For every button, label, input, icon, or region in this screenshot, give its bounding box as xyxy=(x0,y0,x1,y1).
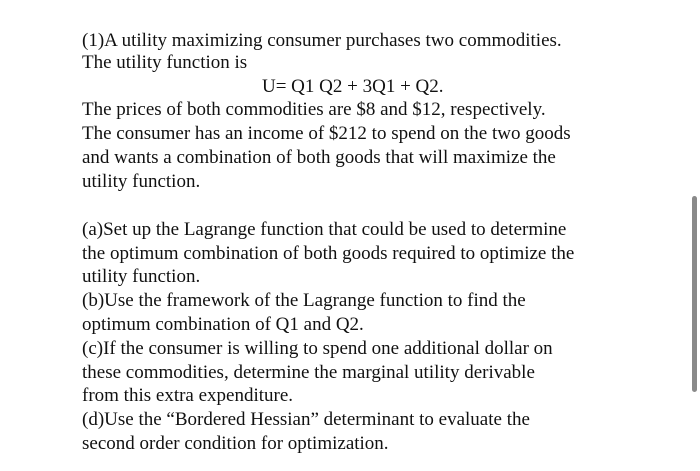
part-a-line-1: (a)Set up the Lagrange function that could be used to determine xyxy=(82,219,567,240)
part-b-line-1: (b)Use the framework of the Lagrange function to find the xyxy=(82,290,526,311)
part-b-line-2: optimum combination of Q1 and Q2. xyxy=(82,314,364,335)
intro-line-2: The utility function is xyxy=(82,52,248,73)
part-a-line-3: utility function. xyxy=(82,266,201,287)
context-line-3: and wants a combination of both goods that will maximize the xyxy=(82,147,556,168)
part-d-line-1: (d)Use the “Bordered Hessian” determinant to evaluate the xyxy=(82,409,530,430)
context-line-1: The prices of both commodities are $8 and $12, respectively. xyxy=(82,99,546,120)
part-c-line-1: (c)If the consumer is willing to spend one additional dollar on xyxy=(82,338,553,359)
part-d-line-2: second order condition for optimization. xyxy=(82,433,389,454)
vertical-scrollbar[interactable] xyxy=(692,196,697,392)
context-line-4: utility function. xyxy=(82,171,201,192)
context-line-2: The consumer has an income of $212 to spend on the two goods xyxy=(82,123,571,144)
utility-formula: U= Q1 Q2 + 3Q1 + Q2. xyxy=(262,76,444,97)
part-c-line-3: from this extra expenditure. xyxy=(82,385,294,406)
intro-line-1: (1)A utility maximizing consumer purchases two commodities. xyxy=(82,30,562,51)
part-c-line-2: these commodities, determine the marginal utility derivable xyxy=(82,362,535,383)
part-a-line-2: the optimum combination of both goods required to optimize the xyxy=(82,243,575,264)
